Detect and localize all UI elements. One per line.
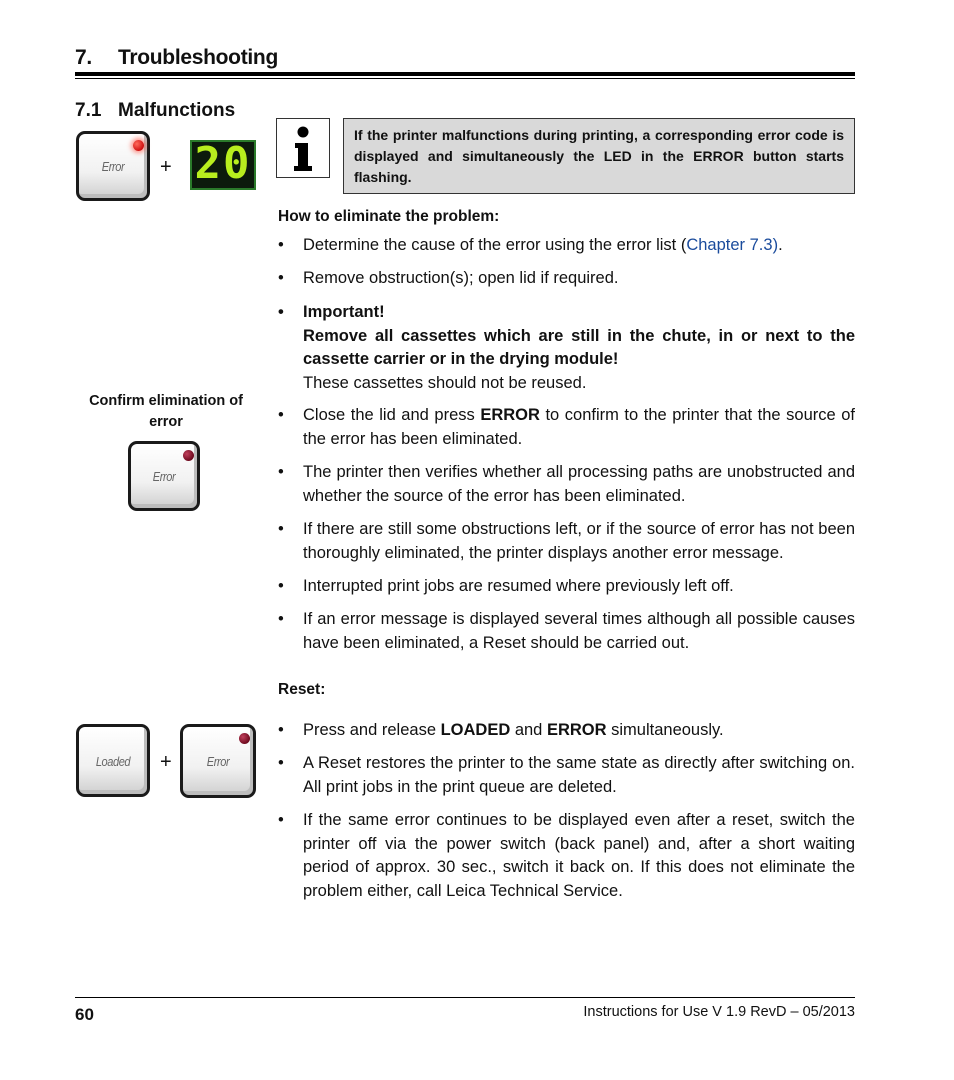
error-led [183, 450, 194, 461]
page-number: 60 [75, 1005, 94, 1024]
list-item [278, 267, 855, 291]
error-led-flashing [133, 140, 144, 151]
chapter-title [75, 46, 278, 70]
bullet-dot: • [278, 811, 284, 829]
bullet-dot: • [278, 406, 284, 424]
bullet-dot: • [278, 610, 284, 628]
section-title-text: Malfunctions [118, 100, 236, 121]
list-item [278, 809, 855, 903]
list-item [278, 461, 855, 508]
how-to-heading: How to eliminate the problem: [278, 208, 500, 225]
list-item [278, 404, 855, 451]
error-button-illustration [180, 724, 256, 798]
loaded-key-ref: LOADED [440, 721, 511, 739]
error-key-ref: ERROR [480, 406, 540, 424]
plus-sign: + [160, 156, 172, 178]
important-warning: Remove all cassettes which are still in the chute, in or next to the cassette carrier or in the drying module! [303, 326, 855, 368]
list-item [278, 719, 855, 743]
important-title: Important! [303, 303, 385, 321]
important-note: These cassettes should not be reused. [303, 373, 587, 392]
bullet-dot: • [278, 269, 284, 287]
confirm-caption: Confirm elimination of error [89, 393, 243, 430]
error-button-label: Error [206, 754, 230, 769]
error-code-display [190, 140, 256, 190]
bullet-dot: • [278, 754, 284, 772]
error-button-illustration [76, 131, 150, 201]
bullet-text: If the same error continues to be displayed even after a reset, switch the printer off via the power switch (back panel) and, after a short waiting period of approx. 30 sec., switch it back on. If this does not eliminate the problem either, call Leica Technical Service. [303, 811, 855, 900]
bullet-text-end: . [778, 236, 783, 254]
header-rule [75, 72, 855, 76]
bullet-dot: • [278, 721, 284, 739]
bullet-text: A Reset restores the printer to the same state as directly after switching on. All print jobs in the print queue are deleted. [303, 754, 855, 796]
bullet-text: If there are still some obstructions left, or if the source of error has not been thoroughly eliminated, the printer displays another error message. [303, 520, 855, 562]
bullet-text: If an error message is displayed several times although all possible causes have been eliminated, a Reset should be carried out. [303, 610, 855, 652]
footer-doc-info: Instructions for Use V 1.9 RevD – 05/2013 [583, 1004, 855, 1020]
bullet-dot: • [278, 236, 284, 254]
bullet-text-end: simultaneously. [606, 721, 724, 739]
error-key-ref: ERROR [546, 721, 607, 739]
info-note: If the printer malfunctions during printing, a corresponding error code is displayed and simultaneously the LED in the ERROR button starts flashing. [343, 118, 855, 194]
list-item [278, 234, 855, 258]
bullet-text: Press and release [303, 721, 441, 739]
error-button-illustration [128, 441, 200, 511]
bullet-text: Determine the cause of the error using the error list ( [303, 236, 687, 254]
list-item [278, 752, 855, 799]
bullet-dot: • [278, 577, 284, 595]
error-button-label: Error [152, 469, 176, 484]
bullet-dot: • [278, 463, 284, 481]
info-icon [276, 118, 330, 178]
header-rule-thin [75, 78, 855, 79]
error-button-label: Error [101, 159, 125, 174]
list-item-important [278, 301, 855, 395]
section-number: 7.1 [75, 100, 102, 121]
reset-heading: Reset: [278, 681, 326, 698]
info-glyph-icon [277, 119, 329, 177]
list-item [278, 518, 855, 565]
bullet-text-end: to confirm to the printer that the source of the error has been eliminated. [303, 406, 855, 448]
error-code-value: 20 [194, 138, 252, 189]
chapter-number: 7. [75, 46, 92, 69]
bullet-dot: • [278, 520, 284, 538]
bullet-text: Interrupted print jobs are resumed where previously left off. [303, 577, 734, 595]
chapter-link[interactable]: Chapter 7.3) [686, 236, 779, 254]
loaded-button-illustration [76, 724, 150, 797]
list-item [278, 608, 855, 655]
loaded-button-label: Loaded [95, 754, 131, 769]
list-item [278, 575, 855, 599]
bullet-text: The printer then verifies whether all processing paths are unobstructed and whether the source of the error has been eliminated. [303, 463, 855, 505]
bullet-text: Close the lid and press [303, 406, 481, 424]
plus-sign: + [160, 751, 172, 773]
bullet-text-mid: and [510, 721, 547, 739]
bullet-text: Remove obstruction(s); open lid if required. [303, 269, 619, 287]
footer-rule [75, 997, 855, 998]
bullet-dot: • [278, 303, 284, 321]
chapter-title-text: Troubleshooting [118, 46, 278, 69]
section-title [75, 100, 235, 122]
error-led [239, 733, 250, 744]
